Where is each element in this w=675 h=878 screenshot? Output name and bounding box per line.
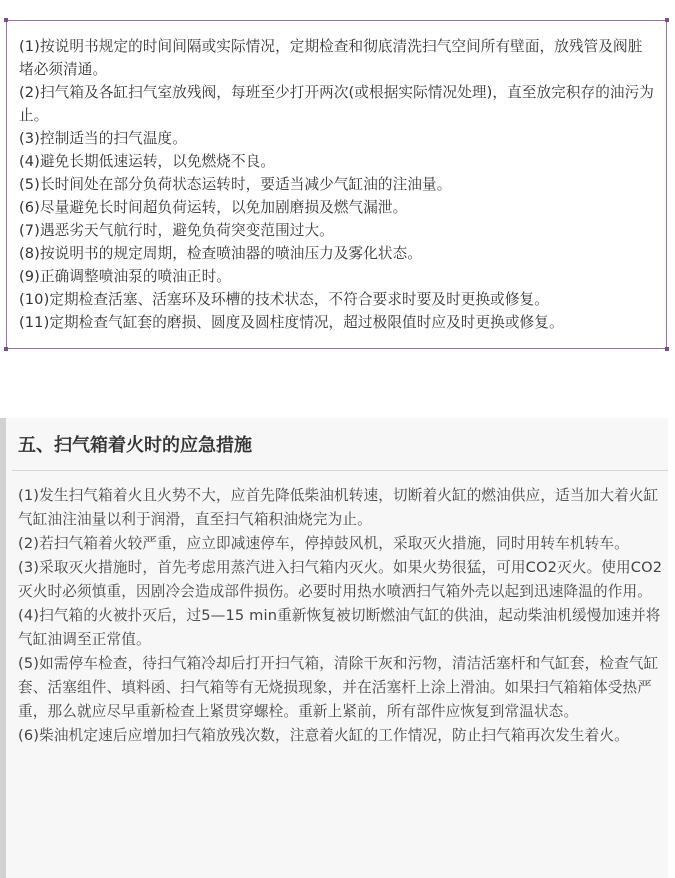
section-body [18, 484, 664, 748]
section-title: 五、扫气箱着火时的应急措施 [18, 435, 252, 456]
maintenance-item-4: (4)避免长期低速运转，以免燃烧不良。 [19, 153, 276, 170]
maintenance-item-2: (2)扫气箱及各缸扫气室放残阀，每班至少打开两次(或根据实际情况处理)，直至放完积存的油污为止。 [19, 84, 655, 124]
measure-paragraph-1: (1)发生扫气箱着火且火势不大，应首先降低柴油机转速，切断着火缸的燃油供应，适当加大着火缸气缸油注油量以利于润滑，直至扫气箱积油烧完为止。 [18, 487, 659, 528]
maintenance-item-6: (6)尽量避免长时间超负荷运转，以免加剧磨损及燃气漏泄。 [19, 199, 408, 216]
maintenance-item-3: (3)控制适当的扫气温度。 [19, 130, 187, 147]
section-divider [12, 470, 668, 471]
measure-paragraph-3: (3)采取灭火措施时，首先考虑用蒸汽进入扫气箱内灭火。如果火势很猛，可用CO2灭火。使用CO2灭火时必须慎重，因剧冷会造成部件损伤。必要时用热水喷洒扫气箱外壳以起到迅速降温的作用。 [18, 559, 663, 600]
corner-marker [665, 347, 669, 351]
measure-paragraph-4: (4)扫气箱的火被扑灭后，过5—15 min重新恢复被切断燃油气缸的供油，起动柴油机缓慢加速并将气缸油调至正常值。 [18, 607, 661, 648]
maintenance-item-8: (8)按说明书的规定周期，检查喷油器的喷油压力及雾化状态。 [19, 245, 423, 262]
measure-paragraph-2: (2)若扫气箱着火较严重，应立即减速停车，停掉鼓风机，采取灭火措施，同时用转车机转车。 [18, 535, 629, 552]
maintenance-item-10: (10)定期检查活塞、活塞环及环槽的技术状态，不符合要求时要及时更换或修复。 [19, 291, 549, 308]
maintenance-box [6, 20, 667, 349]
maintenance-item-7: (7)遇恶劣天气航行时，避免负荷突变范围过大。 [19, 222, 334, 239]
emergency-section [0, 418, 668, 878]
corner-marker [4, 347, 8, 351]
maintenance-item-11: (11)定期检查气缸套的磨损、圆度及圆柱度情况，超过极限值时应及时更换或修复。 [19, 314, 564, 331]
measure-paragraph-6: (6)柴油机定速后应增加扫气箱放残次数，注意着火缸的工作情况，防止扫气箱再次发生着火。 [18, 727, 629, 744]
maintenance-item-5: (5)长时间处在部分负荷状态运转时，要适当减少气缸油的注油量。 [19, 176, 452, 193]
maintenance-item-9: (9)正确调整喷油泵的喷油正时。 [19, 268, 231, 285]
corner-marker [665, 18, 669, 22]
corner-marker [4, 18, 8, 22]
maintenance-item-1: (1)按说明书规定的时间间隔或实际情况，定期检查和彻底清洗扫气空间所有壁面，放残管及阀脏堵必须清通。 [19, 38, 643, 78]
measure-paragraph-5: (5)如需停车检查，待扫气箱冷却后打开扫气箱，清除干灰和污物，清洁活塞杆和气缸套，检查气缸套、活塞组件、填料函、扫气箱等有无烧损现象，并在活塞杆上涂上滑油。如果扫气箱箱体受热严重，那么就应尽早重新检查上紧贯穿螺栓。重新上紧前，所有部件应恢复到常温状态。 [18, 655, 659, 720]
